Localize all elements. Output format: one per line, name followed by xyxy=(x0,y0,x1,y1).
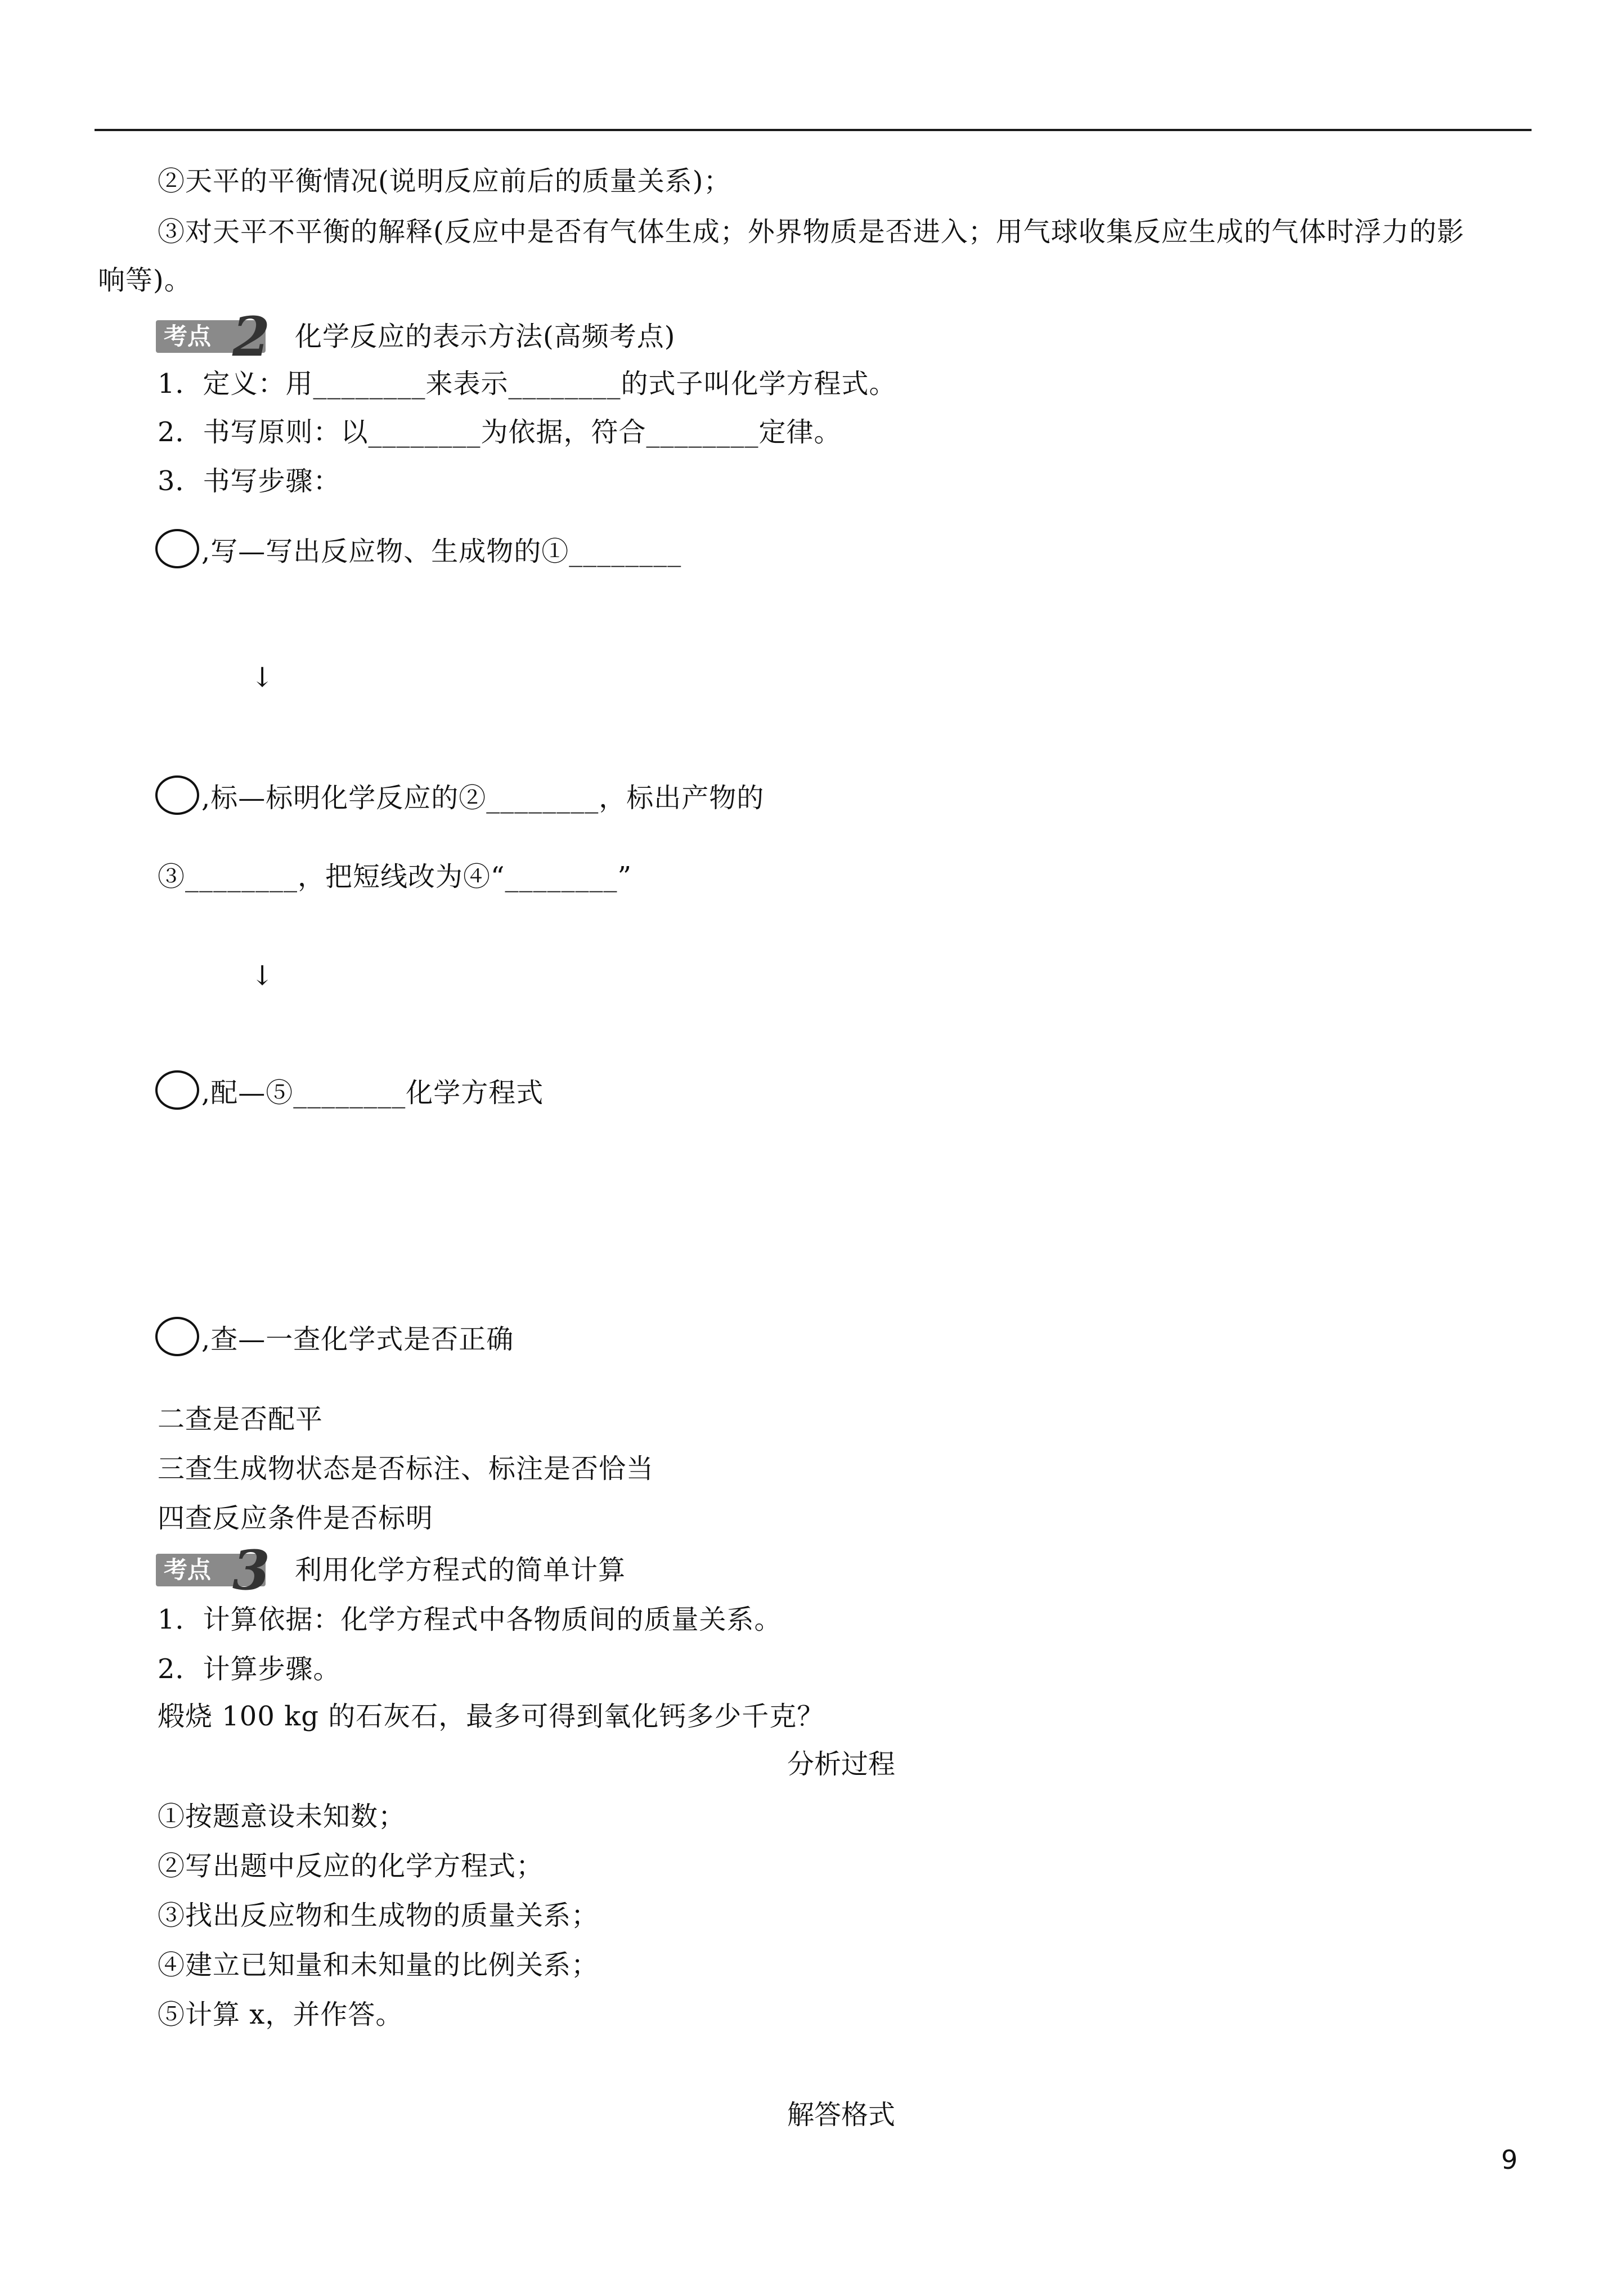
badge-label: 考点 xyxy=(164,322,212,350)
circle-icon xyxy=(155,1070,199,1110)
step-text: ,写—写出反应物、生成物的①________ xyxy=(201,536,682,567)
section-title: 利用化学方程式的简单计算 xyxy=(295,1554,626,1586)
step-write xyxy=(155,529,681,568)
section-badge xyxy=(156,1539,270,1602)
analysis-step: ⑤计算 x，并作答。 xyxy=(158,1999,403,2030)
section-title: 化学反应的表示方法(高频考点) xyxy=(295,321,676,352)
step-text: ,标—标明化学反应的②________，标出产物的 xyxy=(201,782,765,814)
analysis-step: ④建立已知量和未知量的比例关系； xyxy=(158,1949,599,1981)
circle-icon xyxy=(155,1317,199,1356)
step-balance xyxy=(155,1070,544,1110)
circle-icon xyxy=(155,529,199,568)
down-arrow-icon: ↓ xyxy=(251,960,274,992)
badge-number: 2 xyxy=(232,305,270,369)
steps-label: 3．书写步骤： xyxy=(158,465,341,497)
circle-icon xyxy=(155,775,199,815)
step-mark xyxy=(155,775,764,815)
answer-format-title: 解答格式 xyxy=(787,2099,895,2131)
section-heading-2 xyxy=(156,305,676,369)
calc-basis-line: 1．计算依据：化学方程式中各物质间的质量关系。 xyxy=(158,1604,782,1635)
text-line: ②天平的平衡情况(说明反应前后的质量关系)； xyxy=(158,165,731,197)
analysis-title: 分析过程 xyxy=(787,1748,895,1780)
step-text: ,配—⑤________化学方程式 xyxy=(201,1077,544,1109)
check-line: 四查反应条件是否标明 xyxy=(158,1503,434,1534)
badge-number: 3 xyxy=(232,1539,270,1602)
step-mark-continued: ③________，把短线改为④“________” xyxy=(158,861,632,893)
page-number: 9 xyxy=(1501,2145,1518,2175)
analysis-step: ②写出题中反应的化学方程式； xyxy=(158,1850,544,1882)
text-line: ③对天平不平衡的解释(反应中是否有气体生成；外界物质是否进入；用气球收集反应生成的气体时浮力的影 xyxy=(158,216,1465,248)
step-check xyxy=(155,1317,514,1356)
check-line: 二查是否配平 xyxy=(158,1403,324,1435)
calc-steps-label: 2．计算步骤。 xyxy=(158,1653,341,1685)
check-line: 三查生成物状态是否标注、标注是否恰当 xyxy=(158,1453,654,1485)
problem-line: 煅烧 100 kg 的石灰石，最多可得到氧化钙多少千克？ xyxy=(158,1701,825,1732)
header-rule xyxy=(95,129,1532,131)
section-badge xyxy=(156,305,270,369)
definition-line: 1．定义：用________来表示________的式子叫化学方程式。 xyxy=(158,368,897,400)
analysis-step: ①按题意设未知数； xyxy=(158,1801,406,1832)
analysis-step: ③找出反应物和生成物的质量关系； xyxy=(158,1900,599,1931)
step-text: ,查—一查化学式是否正确 xyxy=(201,1324,514,1355)
text-line: 响等)。 xyxy=(98,264,192,296)
section-heading-3 xyxy=(156,1539,626,1602)
down-arrow-icon: ↓ xyxy=(251,662,274,693)
principle-line: 2．书写原则：以________为依据，符合________定律。 xyxy=(158,416,842,448)
badge-label: 考点 xyxy=(164,1556,212,1584)
